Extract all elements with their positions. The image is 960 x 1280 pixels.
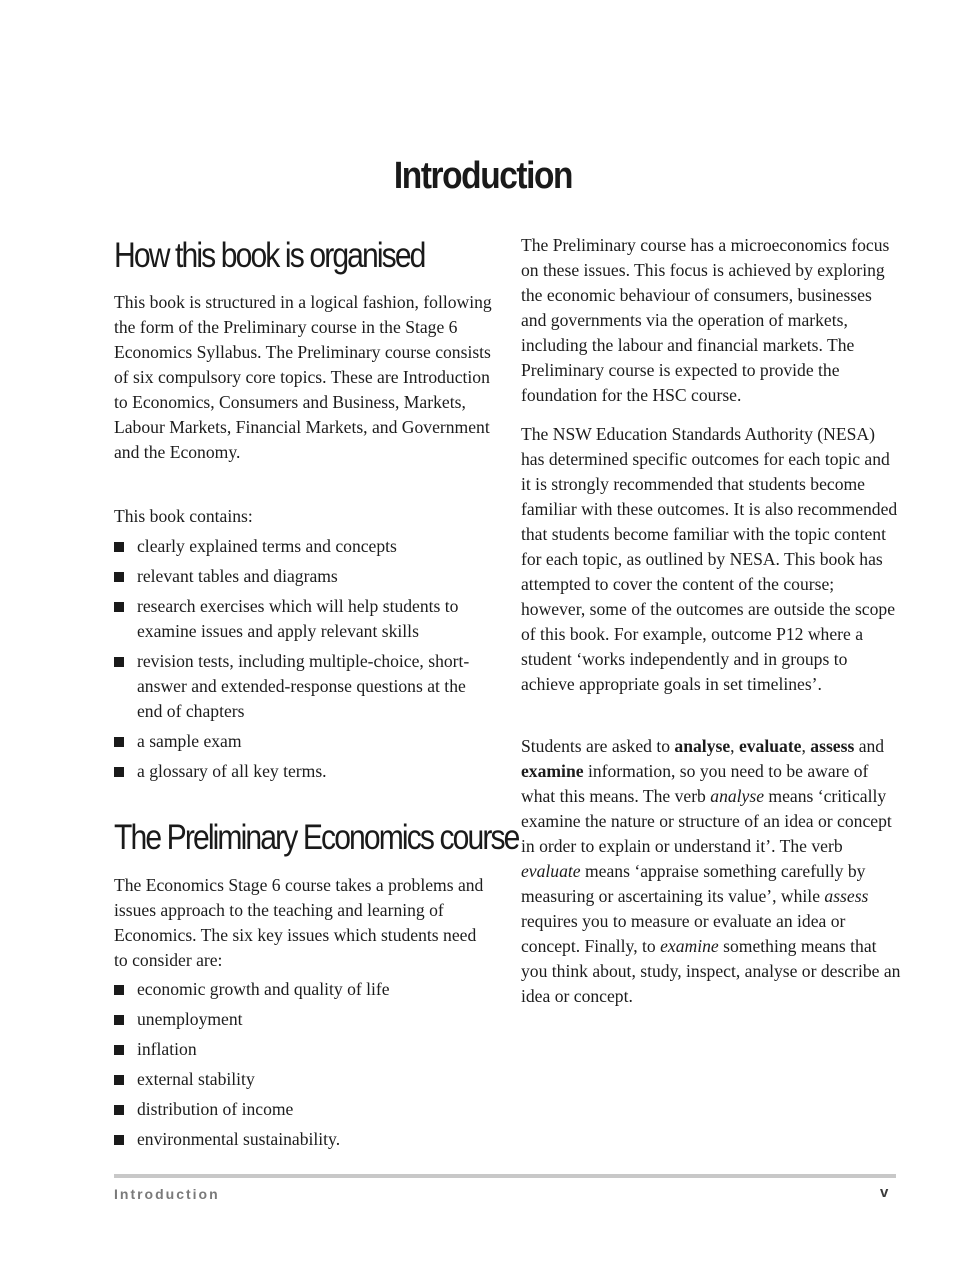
- list-item: a glossary of all key terms.: [114, 759, 494, 784]
- contents-list: [114, 534, 494, 789]
- square-bullet-icon: [114, 542, 124, 552]
- page-number: v: [880, 1184, 889, 1201]
- section-heading-how-this-book-is-organised: How this book is organised: [114, 236, 425, 275]
- list-item: economic growth and quality of life: [114, 977, 494, 1002]
- square-bullet-icon: [114, 572, 124, 582]
- list-item: relevant tables and diagrams: [114, 564, 494, 589]
- list-item: a sample exam: [114, 729, 494, 754]
- square-bullet-icon: [114, 985, 124, 995]
- square-bullet-icon: [114, 1075, 124, 1085]
- course-intro-paragraph: The Economics Stage 6 course takes a problems and issues approach to the teaching and learning of Economics. The six key issues which students need to consider are:: [114, 875, 484, 970]
- list-item: environmental sustainability.: [114, 1127, 494, 1152]
- nesa-outcomes-paragraph: The NSW Education Standards Authority (NESA) has determined specific outcomes for each topic and it is strongly recommended that students become familiar with these outcomes. It is also recommended that students become familiar with the topic content for each topic, as outlined by NESA. This book has attempted to cover the content of the course; however, some of the outcomes are outside the scope of this book. For example, outcome P12 where a student ‘works independently and in groups to achieve appropriate goals in set timelines’.: [521, 424, 898, 694]
- square-bullet-icon: [114, 1135, 124, 1145]
- square-bullet-icon: [114, 602, 124, 612]
- intro-paragraph: This book is structured in a logical fashion, following the form of the Preliminary course in the Stage 6 Economics Syllabus. The Preliminary course consists of six compulsory core topics. These are Introduction to Economics, Consumers and Business, Markets, Labour Markets, Financial Markets, and Government and the Economy.: [114, 292, 492, 462]
- square-bullet-icon: [114, 1015, 124, 1025]
- square-bullet-icon: [114, 1045, 124, 1055]
- list-item: revision tests, including multiple-choice, short-answer and extended-response questions at the end of chapters: [114, 649, 494, 724]
- square-bullet-icon: [114, 767, 124, 777]
- key-issues-list: [114, 977, 494, 1157]
- square-bullet-icon: [114, 657, 124, 667]
- list-item: research exercises which will help students to examine issues and apply relevant skills: [114, 594, 494, 644]
- square-bullet-icon: [114, 1105, 124, 1115]
- list-item: distribution of income: [114, 1097, 494, 1122]
- list-item: clearly explained terms and concepts: [114, 534, 494, 559]
- section-heading-preliminary-economics-course: The Preliminary Economics course: [114, 818, 519, 857]
- contains-label: This book contains:: [114, 506, 253, 526]
- list-item: unemployment: [114, 1007, 494, 1032]
- verbs-paragraph: Students are asked to analyse, evaluate, assess and examine information, so you need to be aware of what this means. The verb analyse means ‘critically examine the nature or structure of an idea or concept in order to explain or understand it’. The verb evaluate means ‘appraise something carefully by measuring or ascertaining its value’, while assess requires you to measure or evaluate an idea or concept. Finally, to examine something means that you think about, study, inspect, analyse or describe an idea or concept.: [521, 736, 901, 1006]
- page-title: Introduction: [393, 155, 573, 198]
- list-item: inflation: [114, 1037, 494, 1062]
- footer-section-label: Introduction: [114, 1186, 220, 1202]
- list-item: external stability: [114, 1067, 494, 1092]
- square-bullet-icon: [114, 737, 124, 747]
- microeconomics-paragraph: The Preliminary course has a microeconomics focus on these issues. This focus is achieved by exploring the economic behaviour of consumers, businesses and governments via the operation of markets, including the labour and financial markets. The Preliminary course is expected to provide the foundation for the HSC course.: [521, 235, 890, 405]
- footer-divider: [114, 1174, 896, 1178]
